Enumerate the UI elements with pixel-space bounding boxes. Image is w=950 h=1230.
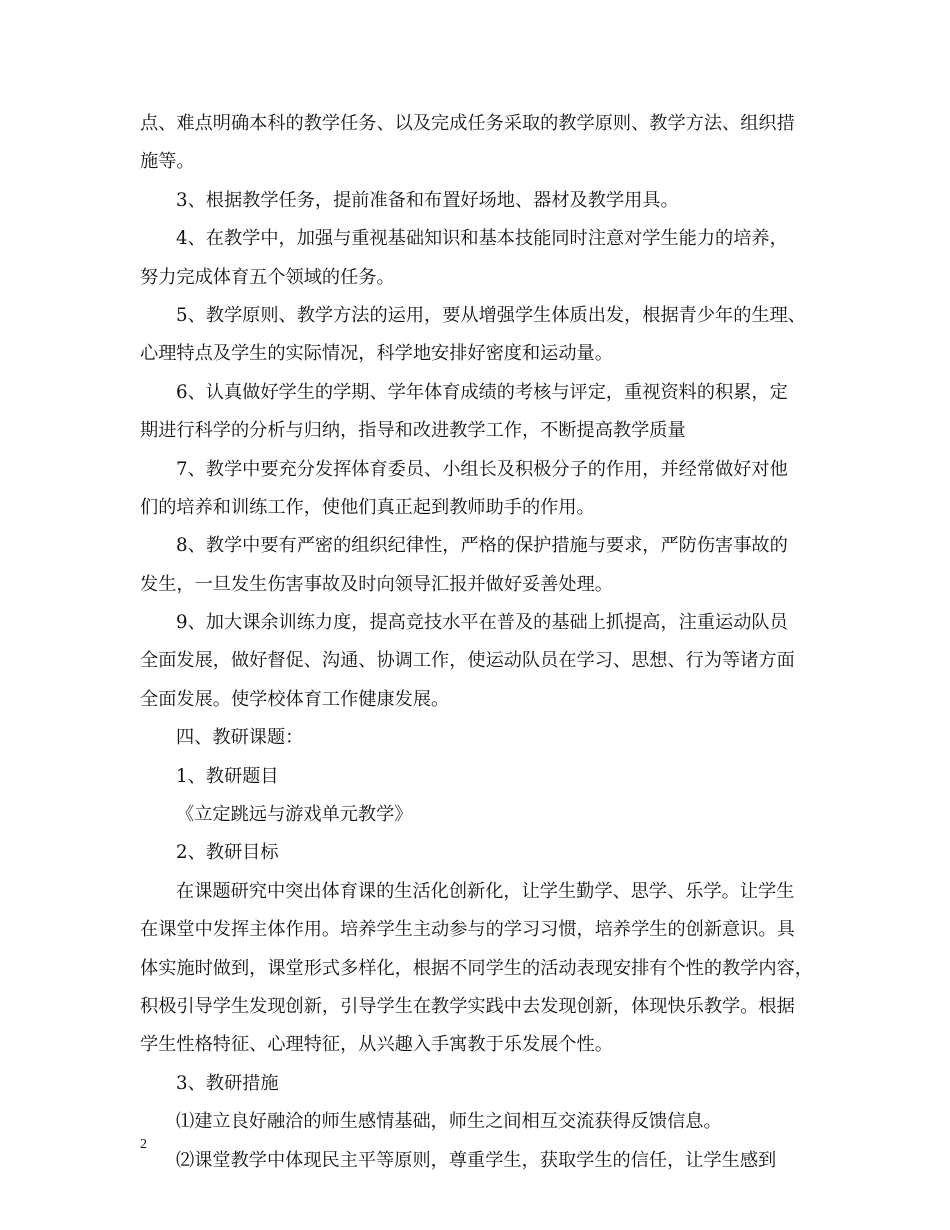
- text-line: 4、在教学中，加强与重视基础知识和基本技能同时注意对学生能力的培养，: [176, 228, 788, 250]
- text-line: 2、教研目标: [176, 842, 279, 864]
- text-line: 3、教研措施: [176, 1072, 279, 1094]
- text-line: 四、教研课题：: [176, 727, 304, 749]
- text-line: 5、教学原则、教学方法的运用，要从增强学生体质出发，根据青少年的生理、: [176, 304, 806, 326]
- text-line: 点、难点明确本科的教学任务、以及完成任务采取的教学原则、教学方法、组织措: [140, 113, 795, 134]
- text-line: 全面发展，做好督促、沟通、协调工作，使运动队员在学习、思想、行为等诸方面: [140, 650, 795, 672]
- text-line: 全面发展。使学校体育工作健康发展。: [140, 688, 450, 710]
- document-body: [140, 113, 816, 1188]
- text-line: 9、加大课余训练力度，提高竞技水平在普及的基础上抓提高，注重运动队员: [176, 612, 788, 634]
- text-line: 《立定跳远与游戏单元教学》: [176, 804, 413, 826]
- text-line: 期进行科学的分析与归纳，指导和改进教学工作，不断提高教学质量: [140, 420, 686, 442]
- text-line: ⑴建立良好融洽的师生感情基础，师生之间相互交流获得反馈信息。: [176, 1111, 722, 1133]
- text-line: 8、教学中要有严密的组织纪律性，严格的保护措施与要求，严防伤害事故的: [176, 535, 788, 557]
- text-line: 发生，一旦发生伤害事故及时向领导汇报并做好妥善处理。: [140, 573, 613, 595]
- text-line: 6、认真做好学生的学期、学年体育成绩的考核与评定，重视资料的积累，定: [176, 381, 788, 403]
- text-line: 在课堂中发挥主体作用。培养学生主动参与的学习习惯，培养学生的创新意识。具: [140, 919, 795, 941]
- text-line: 施等。: [140, 151, 195, 173]
- text-line: 体实施时做到，课堂形式多样化，根据不同学生的活动表现安排有个性的教学内容，: [140, 957, 813, 979]
- text-line: 7、教学中要充分发挥体育委员、小组长及积极分子的作用，并经常做好对他: [176, 458, 788, 480]
- text-line: 学生性格特征、心理特征，从兴趣入手寓教于乐发展个性。: [140, 1034, 613, 1056]
- text-line: 心理特点及学生的实际情况，科学地安排好密度和运动量。: [140, 343, 613, 365]
- text-line: 1、教研题目: [176, 765, 279, 787]
- text-line: 努力完成体育五个领域的任务。: [140, 266, 395, 288]
- page-number: 2: [140, 1137, 147, 1152]
- text-line: 们的培养和训练工作，使他们真正起到教师助手的作用。: [140, 496, 595, 518]
- text-line: 在课题研究中突出体育课的生活化创新化，让学生勤学、思学、乐学。让学生: [176, 880, 795, 902]
- text-line: ⑵课堂教学中体现民主平等原则，尊重学生，获取学生的信任，让学生感到: [176, 1149, 777, 1171]
- text-line: 积极引导学生发现创新，引导学生在教学实践中去发现创新，体现快乐教学。根据: [140, 995, 795, 1017]
- text-line: 3、根据教学任务，提前准备和布置好场地、器材及教学用具。: [176, 189, 679, 211]
